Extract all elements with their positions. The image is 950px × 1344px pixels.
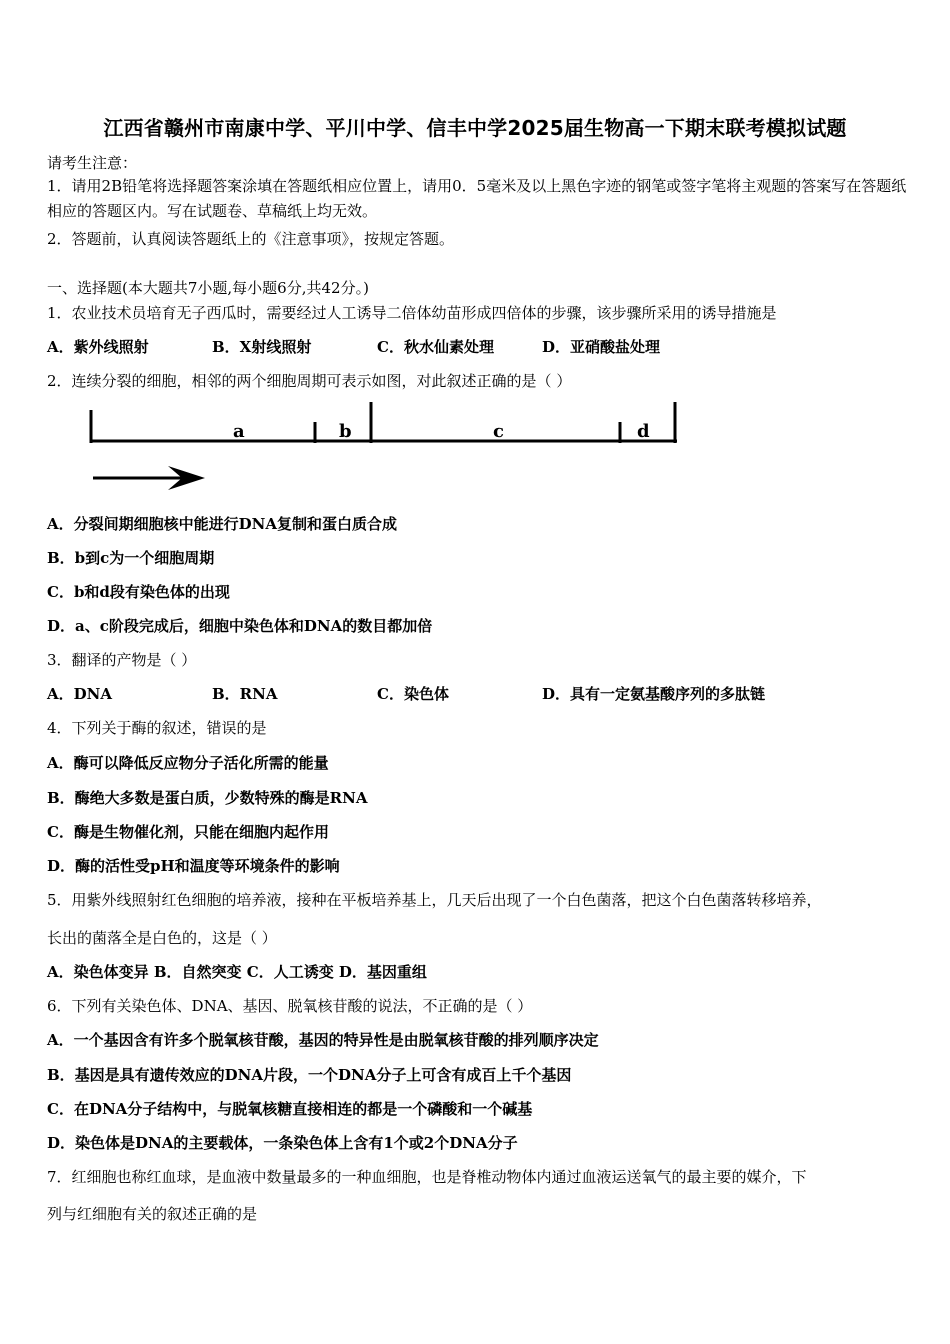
notice-item-2: 2．答题前，认真阅读答题纸上的《注意事项》，按规定答题。 [47,230,455,248]
q1-option-a: A．紫外线照射 [47,338,149,356]
segment-a-label: a [233,421,245,442]
q3-option-d: D．具有一定氨基酸序列的多肽链 [542,685,766,703]
segment-d-label: d [637,421,650,442]
q1-option-b: B．X射线照射 [212,338,312,356]
q3-option-b: B．RNA [212,685,278,703]
q5-options: A．染色体变异 B．自然突变 C．人工诱变 D．基因重组 [47,963,427,981]
q2-option-c: C．b和d段有染色体的出现 [47,583,230,601]
question-7-stem-2: 列与红细胞有关的叙述正确的是 [47,1205,258,1223]
question-1-stem: 1．农业技术员培育无子西瓜时，需要经过人工诱导二倍体幼苗形成四倍体的步骤，该步骤所采用的诱导措施是 [47,304,777,322]
page-title: 江西省赣州市南康中学、平川中学、信丰中学2025届生物高一下期末联考模拟试题 [103,116,847,140]
question-3-stem: 3．翻译的产物是（ ） [47,651,197,669]
notice-item-1: 1．请用2B铅笔将选择题答案涂填在答题纸相应位置上，请用0．5毫米及以上黑色字迹的钢笔或签字笔将主观题的答案写在答题纸相应的答题区内。写在试题卷、草稿纸上均无效。 [47,177,907,220]
q1-option-c: C．秋水仙素处理 [377,338,494,356]
segment-b-label: b [339,421,352,442]
q2-option-d: D．a、c阶段完成后，细胞中染色体和DNA的数目都加倍 [47,617,433,635]
q6-option-b: B．基因是具有遗传效应的DNA片段，一个DNA分子上可含有成百上千个基因 [47,1066,572,1084]
question-5-stem-1: 5．用紫外线照射红色细胞的培养液，接种在平板培养基上，几天后出现了一个白色菌落，把这个白色菌落转移培养， [47,891,822,909]
arrow-head [168,466,205,490]
q2-option-a: A．分裂间期细胞核中能进行DNA复制和蛋白质合成 [47,515,397,533]
question-4-stem: 4．下列关于酶的叙述，错误的是 [47,719,267,737]
q6-option-d: D．染色体是DNA的主要载体，一条染色体上含有1个或2个DNA分子 [47,1134,518,1152]
q2-option-b: B．b到c为一个细胞周期 [47,549,215,567]
q4-option-b: B．酶绝大多数是蛋白质，少数特殊的酶是RNA [47,789,368,807]
q4-option-d: D．酶的活性受pH和温度等环境条件的影响 [47,857,340,875]
q3-option-a: A．DNA [47,685,112,703]
question-6-stem: 6．下列有关染色体、DNA、基因、脱氧核苷酸的说法，不正确的是（ ） [47,997,533,1015]
q1-option-d: D．亚硝酸盐处理 [542,338,661,356]
segment-c-label: c [493,421,504,442]
q6-option-c: C．在DNA分子结构中，与脱氧核糖直接相连的都是一个磷酸和一个碱基 [47,1100,533,1118]
question-2-stem: 2．连续分裂的细胞，相邻的两个细胞周期可表示如图，对此叙述正确的是（ ） [47,372,572,390]
q4-option-a: A．酶可以降低反应物分子活化所需的能量 [47,754,329,772]
q6-option-a: A．一个基因含有许多个脱氧核苷酸，基因的特异性是由脱氧核苷酸的排列顺序决定 [47,1031,599,1049]
section-heading: 一、选择题(本大题共7小题,每小题6分,共42分。) [47,279,369,297]
notice-heading: 请考生注意： [47,154,138,172]
q3-option-c: C．染色体 [377,685,449,703]
question-7-stem-1: 7．红细胞也称红血球，是血液中数量最多的一种血细胞，也是脊椎动物体内通过血液运送氧气的最主要的媒介，下 [47,1168,807,1186]
q4-option-c: C．酶是生物催化剂，只能在细胞内起作用 [47,823,329,841]
question-5-stem-2: 长出的菌落全是白色的，这是（ ） [47,929,277,947]
